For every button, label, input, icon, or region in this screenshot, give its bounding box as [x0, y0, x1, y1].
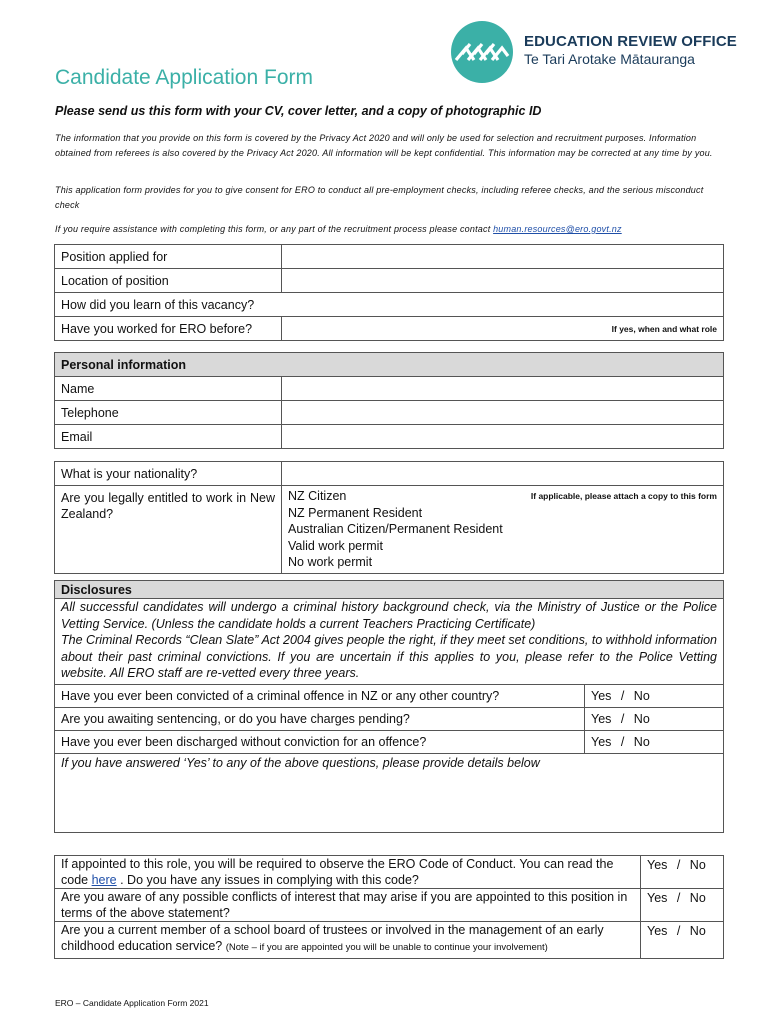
board-member-note: (Note – if you are appointed you will be unable to continue your involvement): [225, 942, 548, 953]
name-label: Name: [55, 377, 282, 401]
conflict-of-interest-question: Are you aware of any possible conflicts of interest that may arise if you are appointed to this position in terms of the above statement?: [55, 889, 641, 922]
convicted-question: Have you ever been convicted of a criminal offence in NZ or any other country?: [55, 684, 585, 707]
contact-email-link[interactable]: human.resources@ero.govt.nz: [493, 224, 622, 234]
location-field[interactable]: [282, 269, 724, 293]
nationality-label: What is your nationality?: [55, 462, 282, 486]
telephone-field[interactable]: [282, 401, 724, 425]
email-field[interactable]: [282, 425, 724, 449]
code-of-conduct-yes-no[interactable]: Yes / No: [641, 856, 724, 889]
attach-copy-note: If applicable, please attach a copy to this form: [530, 491, 717, 501]
work-entitlement-options: [282, 486, 724, 574]
consent-paragraph: This application form provides for you to give consent for ERO to conduct all pre-employment checks, including referee checks, and the serious misconduct check: [55, 185, 704, 210]
org-name-maori: Te Tari Arotake Mātauranga: [524, 51, 695, 67]
position-label: Position applied for: [55, 245, 282, 269]
details-field[interactable]: [55, 753, 724, 832]
nationality-field[interactable]: [282, 462, 724, 486]
position-field[interactable]: [282, 245, 724, 269]
disclosures-text: [55, 599, 724, 685]
nationality-table: [54, 461, 724, 574]
disclosures-table: [54, 580, 724, 833]
sentencing-yes-no[interactable]: Yes / No: [585, 707, 724, 730]
code-link[interactable]: here: [91, 873, 117, 887]
telephone-label: Telephone: [55, 401, 282, 425]
location-label: Location of position: [55, 269, 282, 293]
ero-logo-icon: [450, 20, 514, 84]
page-subtitle: Please send us this form with your CV, cover letter, and a copy of photographic ID: [55, 104, 542, 118]
contact-paragraph: [55, 222, 723, 237]
disclosures-heading: Disclosures: [55, 581, 724, 599]
page-footer: ERO – Candidate Application Form 2021: [55, 998, 209, 1008]
worked-for-ero-field[interactable]: [282, 317, 724, 341]
option-nz-citizen[interactable]: NZ Citizen: [288, 489, 347, 503]
name-field[interactable]: [282, 377, 724, 401]
contact-text: If you require assistance with completing this form, or any part of the recruitment process please contact: [55, 224, 494, 234]
option-nz-permanent-resident[interactable]: NZ Permanent Resident: [288, 505, 423, 520]
privacy-paragraph: The information that you provide on this form is covered by the Privacy Act 2020 and will only be used for selection and recruitment purposes. Information obtained from referees is also covered by the Privacy Act 2020. All information will be kept confidential. This information may be corrected at any time by you.: [55, 133, 713, 158]
disclosures-text-2: The Criminal Records “Clean Slate” Act 2004 gives people the right, if they meet set conditions, to withhold information about their past criminal convictions. If you are uncertain if this applies to you, please refer to the Police Vetting website. All ERO staff are re-vetted every three years.: [61, 633, 717, 680]
board-member-question: Are you a current member of a school board of trustees or involved in the management of an early childhood education service? (Note – if you are appointed you will be unable to continue your involvement): [55, 922, 641, 959]
conflict-of-interest-yes-no[interactable]: Yes / No: [641, 889, 724, 922]
worked-for-ero-label: Have you worked for ERO before?: [55, 317, 282, 341]
personal-info-heading: Personal information: [55, 353, 724, 377]
role-note: If yes, when and what role: [611, 323, 717, 334]
conduct-table: [54, 855, 724, 959]
option-valid-work-permit[interactable]: Valid work permit: [288, 538, 383, 553]
sentencing-question: Are you awaiting sentencing, or do you have charges pending?: [55, 707, 585, 730]
board-member-yes-no[interactable]: Yes / No: [641, 922, 724, 959]
org-name: EDUCATION REVIEW OFFICE: [524, 33, 737, 50]
email-label: Email: [55, 425, 282, 449]
convicted-yes-no[interactable]: Yes / No: [585, 684, 724, 707]
discharged-yes-no[interactable]: Yes / No: [585, 730, 724, 753]
option-no-work-permit[interactable]: No work permit: [288, 555, 373, 569]
details-prompt: If you have answered ‘Yes’ to any of the above questions, please provide details below: [61, 755, 540, 770]
vacancy-source-label: How did you learn of this vacancy?: [55, 293, 724, 317]
page-title: Candidate Application Form: [55, 66, 313, 89]
work-entitlement-label: Are you legally entitled to work in New Zealand?: [55, 486, 282, 574]
option-australian-citizen[interactable]: Australian Citizen/Permanent Resident: [288, 522, 503, 536]
disclosures-text-1: All successful candidates will undergo a criminal history background check, via the Ministry of Justice or the Police Vetting Service. (Unless the candidate holds a current Teachers Practicing Certificate): [61, 600, 717, 631]
code-of-conduct-question: If appointed to this role, you will be required to observe the ERO Code of Conduct. You can read the code here . Do you have any issues in complying with this code?: [55, 856, 641, 889]
position-table: [54, 244, 724, 341]
discharged-question: Have you ever been discharged without conviction for an offence?: [55, 730, 585, 753]
personal-info-table: [54, 352, 724, 449]
